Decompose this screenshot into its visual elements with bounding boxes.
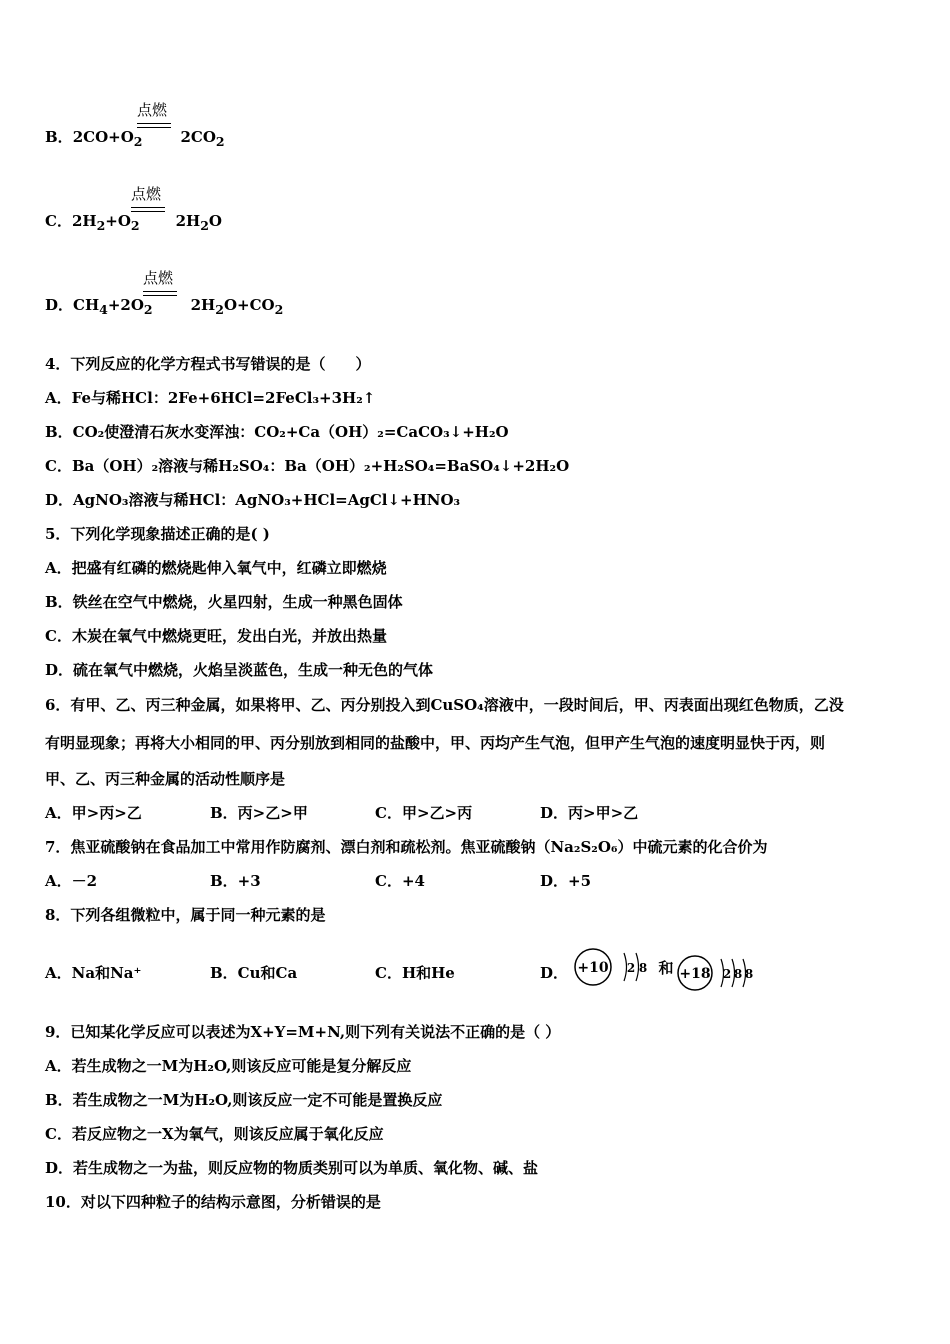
shell-electron-count: 2 xyxy=(626,961,636,975)
equation-row: D．$CH_4+2O_2$ $2H_2O+CO_2$ xyxy=(45,296,284,317)
question-4-stem: 4．下列反应的化学方程式书写错误的是（ ） xyxy=(45,355,371,373)
equation-row: B．$2CO+O_2$ $2CO_2$ xyxy=(45,128,225,149)
q9-option-d: D．若生成物之一为盐，则反应物的物质类别可以为单质、氧化物、碱、盐 xyxy=(45,1159,539,1177)
question-7-stem: 7．焦亚硫酸钠在食品加工中常用作防腐剂、漂白剂和疏松剂。焦亚硫酸钠（Na₂S₂O₆）中硫元素的化合价为 xyxy=(45,838,768,856)
q8-option-c: C．H和He xyxy=(375,964,455,982)
q7-options xyxy=(45,871,705,891)
q9-option-c: C．若反应物之一X为氧气，则该反应属于氧化反应 xyxy=(45,1125,384,1143)
q8-options xyxy=(45,963,568,983)
q8-option-a: A．Na和Na⁺ xyxy=(45,964,142,982)
and-conjunction: 和 xyxy=(658,959,674,977)
q6-option-b: B．丙>乙>甲 xyxy=(210,804,308,822)
reaction-condition: 点燃 xyxy=(143,269,174,287)
q7-option-c: C．+4 xyxy=(375,872,425,890)
q5-option-b: B．铁丝在空气中燃烧，火星四射，生成一种黑色固体 xyxy=(45,593,403,611)
q7-option-b: B．+3 xyxy=(210,872,261,890)
q6-option-d: D．丙>甲>乙 xyxy=(540,804,639,822)
shell-electron-count: 8 xyxy=(733,967,743,981)
question-6-line-2: 有明显现象；再将大小相同的甲、丙分别放到相同的盐酸中，甲、丙均产生气泡，但甲产生气泡的速度明显快于丙，则 xyxy=(45,734,826,752)
q4-option-c: C．Ba（OH）₂溶液与稀H₂SO₄：Ba（OH）₂+H₂SO₄=BaSO₄↓+2H₂O xyxy=(45,457,570,475)
q8-option-b: B．Cu和Ca xyxy=(210,964,298,982)
q7-option-a: A．－2 xyxy=(45,872,98,890)
q5-option-a: A．把盛有红磷的燃烧匙伸入氧气中，红磷立即燃烧 xyxy=(45,559,387,577)
q9-option-a: A．若生成物之一M为H₂O,则该反应可能是复分解反应 xyxy=(45,1057,412,1075)
shell-electron-count: 8 xyxy=(638,961,648,975)
question-9-stem: 9．已知某化学反应可以表述为X+Y=M+N,则下列有关说法不正确的是（ ） xyxy=(45,1023,561,1041)
q4-option-b: B．CO₂使澄清石灰水变浑浊：CO₂+Ca（OH）₂=CaCO₃↓+H₂O xyxy=(45,423,509,441)
q5-option-d: D．硫在氧气中燃烧，火焰呈淡蓝色，生成一种无色的气体 xyxy=(45,661,434,679)
atom-diagram-argon xyxy=(678,956,753,990)
equation-row: C．$2H_2+O_2$ $2H_2O$ xyxy=(45,212,222,233)
q8-option-d-label: D． xyxy=(540,964,569,982)
q5-option-c: C．木炭在氧气中燃烧更旺，发出白光，并放出热量 xyxy=(45,627,387,645)
question-8-stem: 8．下列各组微粒中，属于同一种元素的是 xyxy=(45,906,326,924)
question-5-stem: 5．下列化学现象描述正确的是( ) xyxy=(45,525,270,543)
question-6-line-1: 6．有甲、乙、丙三种金属，如果将甲、乙、丙分别投入到CuSO₄溶液中，一段时间后，甲、丙表面出现红色物质，乙没 xyxy=(45,696,844,714)
nucleus-charge: +10 xyxy=(577,960,609,976)
reaction-condition: 点燃 xyxy=(131,185,162,203)
atom-structure-diagrams xyxy=(570,945,765,995)
q4-option-d: D．AgNO₃溶液与稀HCl：AgNO₃+HCl=AgCl↓+HNO₃ xyxy=(45,491,461,509)
q9-option-b: B．若生成物之一M为H₂O,则该反应一定不可能是置换反应 xyxy=(45,1091,443,1109)
q4-option-a: A．Fe与稀HCl：2Fe+6HCl=2FeCl₃+3H₂↑ xyxy=(45,389,376,407)
atom-diagram-neon xyxy=(575,949,647,985)
q6-option-c: C．甲>乙>丙 xyxy=(375,804,473,822)
reaction-condition: 点燃 xyxy=(137,101,168,119)
q6-options xyxy=(45,803,705,823)
shell-electron-count: 8 xyxy=(744,967,754,981)
q6-option-a: A．甲>丙>乙 xyxy=(45,804,142,822)
question-6-line-3: 甲、乙、丙三种金属的活动性顺序是 xyxy=(45,770,286,788)
q7-option-d: D．+5 xyxy=(540,872,592,890)
question-10-stem: 10．对以下四种粒子的结构示意图，分析错误的是 xyxy=(45,1193,381,1211)
nucleus-charge: +18 xyxy=(679,966,711,982)
shell-electron-count: 2 xyxy=(722,967,732,981)
